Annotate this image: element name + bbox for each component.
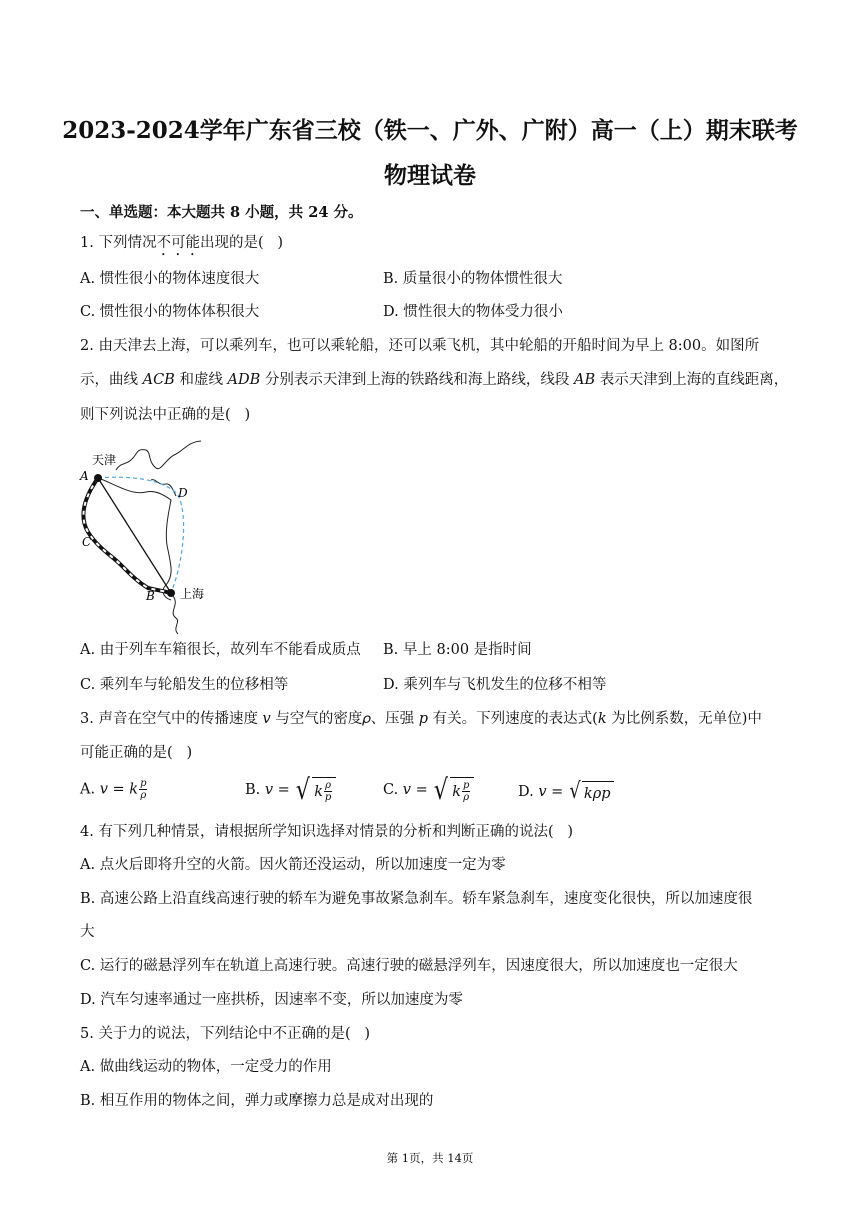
q3-option-c (383, 773, 474, 806)
tianjin-shanghai-map (76, 440, 226, 635)
point-a (94, 474, 102, 482)
label-c: C (82, 535, 92, 549)
q4-option-b-line1: B. 高速公路上沿直线高速行驶的轿车为避免事故紧急刹车。轿车紧急刹车，速度变化很快，所以加速度很 (80, 891, 753, 907)
q5-option-a: A. 做曲线运动的物体，一定受力的作用 (80, 1059, 332, 1075)
q2-option-b: B. 早上 8:00 是指时间 (383, 642, 532, 658)
label-b: B (146, 589, 155, 603)
q3-c-label: C. (383, 782, 399, 798)
question-5-stem: 5. 关于力的说法，下列结论中不正确的是( ) (80, 1026, 371, 1042)
q3-d-v: 𝑣 = (538, 784, 568, 800)
q4-option-a: A. 点火后即将升空的火箭。因火箭还没运动，所以加速度一定为零 (80, 857, 506, 873)
label-d: D (178, 486, 188, 500)
q2-option-d: D. 乘列车与飞机发生的位移不相等 (383, 677, 607, 693)
q3-option-d (518, 778, 614, 806)
q3-b-sqrt: √ 𝑘 $\frac{\text{𝜌}}{\text{𝑝}}$ (294, 776, 336, 804)
q1-stem-a: 1. 下列情况 (80, 235, 157, 251)
coastline-south (173, 596, 178, 634)
q3-option-b (245, 773, 336, 806)
q3-c-sqrt: √ 𝑘 $\frac{\text{𝑝}}{\text{𝜌}}$ (432, 776, 474, 804)
q2-option-a: A. 由于列车车箱很长，故列车不能看成质点 (80, 642, 361, 658)
q3-a-label: A. (80, 781, 96, 798)
question-2-line3: 则下列说法中正确的是( ) (80, 407, 251, 423)
q3-a-v: 𝑣 = (99, 781, 130, 798)
q1-stem-b: 出现的是( ) (199, 235, 284, 251)
label-shanghai: 上海 (180, 587, 205, 601)
q3-c-v: 𝑣 = (402, 782, 433, 798)
q4-option-c: C. 运行的磁悬浮列车在轨道上高速行驶。高速行驶的磁悬浮列车，因速度很大，所以加速度也一定很大 (80, 958, 738, 974)
section-heading: 一、单选题：本大题共 8 小题，共 24 分。 (80, 204, 363, 221)
coastline-north (116, 441, 201, 470)
q4-option-d: D. 汽车匀速率通过一座拱桥，因速率不变，所以加速度为零 (80, 992, 463, 1008)
label-tianjin: 天津 (92, 453, 117, 467)
q4-option-b-line2: 大 (80, 924, 95, 940)
question-2-line2: 示，曲线 𝐴𝐶𝐵 和虚线 𝐴𝐷𝐵 分别表示天津到上海的铁路线和海上路线，线段 𝐴𝐵 表示天津到上海的直线距离， (80, 372, 789, 388)
railway-acb (83, 478, 171, 593)
q3-a-k: 𝑘 (129, 781, 139, 798)
q1-option-d: D. 惯性很大的物体受力很小 (383, 304, 563, 320)
q3-d-label: D. (518, 784, 534, 800)
label-a: A (80, 469, 89, 483)
point-b (167, 589, 175, 597)
exam-title-line1: 2023-2024学年广东省三校（铁一、广外、广附）高一（上）期末联考 (62, 117, 798, 144)
q1-option-b: B. 质量很小的物体惯性很大 (383, 271, 563, 287)
q3-a-fraction: $\frac{\text{𝑝}}{\text{𝜌}}$ (140, 778, 147, 801)
q2-option-c: C. 乘列车与轮船发生的位移相等 (80, 677, 289, 693)
q3-option-a (80, 778, 148, 801)
question-4-stem: 4. 有下列几种情景，请根据所学知识选择对情景的分析和判断正确的说法( ) (80, 824, 574, 840)
q5-option-b: B. 相互作用的物体之间，弹力或摩擦力总是成对出现的 (80, 1093, 434, 1109)
q3-d-sqrt: √ 𝑘𝜌𝑝 (568, 778, 614, 806)
q3-b-v: 𝑣 = (264, 782, 295, 798)
q1-stem-emphasis: 不可能 (156, 235, 200, 251)
exam-title-line2: 物理试卷 (384, 162, 476, 189)
question-3-line1: 3. 声音在空气中的传播速度 𝑣 与空气的密度𝜌、压强 𝑝 有关。下列速度的表达式(𝑘 为比例系数，无单位)中 (80, 711, 762, 727)
question-2-line1: 2. 由天津去上海，可以乘列车，也可以乘轮船，还可以乘飞机，其中轮船的开船时间为早上 8:00。如图所 (80, 338, 760, 354)
question-3-line2: 可能正确的是( ) (80, 745, 193, 761)
question-1-stem (80, 233, 283, 259)
page-footer: 第 1页，共 14页 (386, 1151, 474, 1165)
q1-option-c: C. 惯性很小的物体体积很大 (80, 304, 260, 320)
q1-option-a: A. 惯性很小的物体速度很大 (80, 271, 260, 287)
q3-b-label: B. (245, 782, 261, 798)
